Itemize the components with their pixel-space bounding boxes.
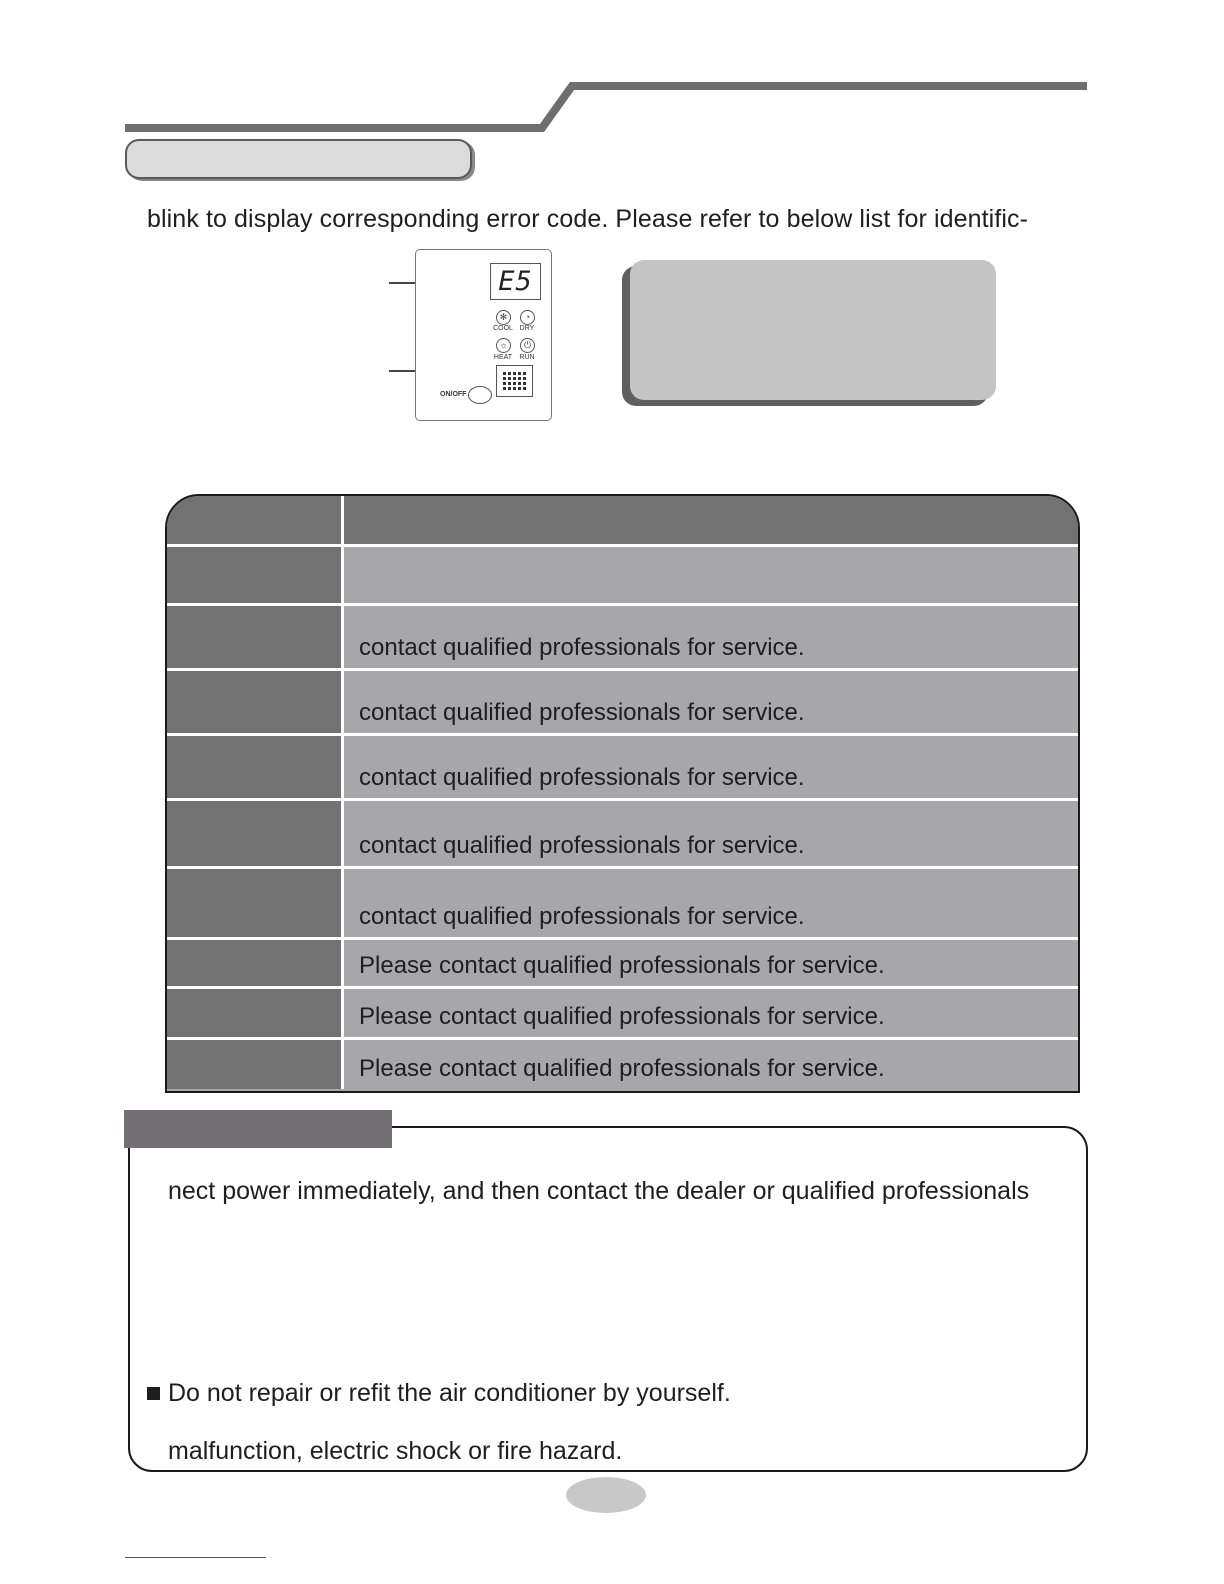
table-row xyxy=(167,606,1078,668)
onoff-label: ON/OFF xyxy=(440,391,467,398)
row-description: contact qualified professionals for service. xyxy=(359,832,805,859)
heat-icon: ☼ xyxy=(496,338,511,353)
onoff-button xyxy=(468,386,492,404)
run-indicator-label: RUN xyxy=(519,354,535,361)
code-cell xyxy=(167,869,341,937)
note-line-1: nect power immediately, and then contact the dealer or qualified professionals xyxy=(168,1177,1030,1205)
note-bullet-text: Do not repair or refit the air conditioner by yourself. xyxy=(168,1379,731,1407)
callout-box xyxy=(630,260,996,400)
error-code-table xyxy=(165,494,1080,1093)
dry-icon: ◔ xyxy=(520,310,535,325)
table-row xyxy=(167,736,1078,798)
code-cell xyxy=(167,940,341,986)
header-rule xyxy=(0,0,1224,140)
code-cell xyxy=(167,801,341,866)
code-cell xyxy=(167,547,341,603)
table-header xyxy=(167,496,1078,545)
table-row xyxy=(167,989,1078,1037)
footer-link-underline xyxy=(125,1557,266,1558)
table-row xyxy=(167,801,1078,866)
dry-indicator-label: DRY xyxy=(519,325,535,332)
row-description: contact qualified professionals for service. xyxy=(359,903,805,930)
heat-indicator-label: HEAT xyxy=(493,354,513,361)
row-description: contact qualified professionals for service. xyxy=(359,764,805,791)
note-line-last: malfunction, electric shock or fire hazard. xyxy=(168,1437,623,1465)
table-row xyxy=(167,869,1078,937)
receiver-window-icon xyxy=(496,365,533,397)
cool-icon: ✻ xyxy=(496,310,511,325)
table-row xyxy=(167,671,1078,733)
bullet-icon xyxy=(147,1387,160,1400)
code-cell xyxy=(167,671,341,733)
row-description: contact qualified professionals for service. xyxy=(359,699,805,726)
intro-text: blink to display corresponding error code. Please refer to below list for identific- xyxy=(147,205,1029,233)
code-cell xyxy=(167,1040,341,1089)
code-cell xyxy=(167,606,341,668)
row-description: Please contact qualified professionals for service. xyxy=(359,1003,885,1030)
table-row xyxy=(167,940,1078,986)
error-code-display: E5 xyxy=(490,263,541,300)
table-row xyxy=(167,1040,1078,1089)
row-description: contact qualified professionals for service. xyxy=(359,634,805,661)
note-tab xyxy=(124,1110,392,1148)
section-title-pill xyxy=(125,139,472,179)
code-cell xyxy=(167,736,341,798)
cool-indicator-label: COOL xyxy=(493,325,513,332)
table-row xyxy=(167,547,1078,603)
note-bullet-line xyxy=(147,1379,731,1408)
code-cell xyxy=(167,989,341,1037)
row-description: Please contact qualified professionals for service. xyxy=(359,1055,885,1082)
power-run-icon: ⏻ xyxy=(520,338,535,353)
row-description: Please contact qualified professionals for service. xyxy=(359,952,885,979)
page-number-oval xyxy=(566,1477,646,1513)
